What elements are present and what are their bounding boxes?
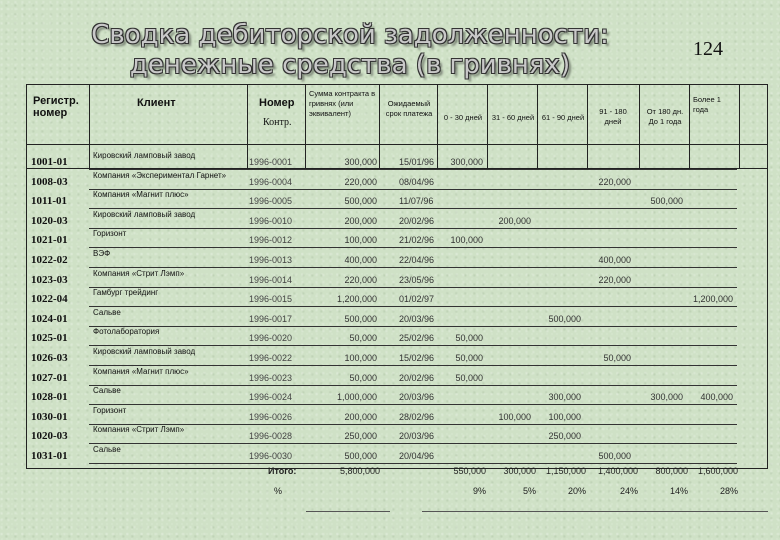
payment-date: 22/04/96 <box>399 255 435 265</box>
client-name: Сальве <box>93 307 121 317</box>
reg-number: 1026-03 <box>31 352 68 364</box>
aging-over1y: 1,200,000 <box>692 294 733 305</box>
table-row <box>27 327 767 347</box>
contract-number: 1996-0014 <box>249 274 293 285</box>
contract-number: 1996-0012 <box>249 235 293 246</box>
contract-number: 1996-0015 <box>249 294 293 305</box>
totals-31-60: 300,000 <box>503 466 536 476</box>
payment-date: 28/02/96 <box>399 411 435 422</box>
reg-number: 1030-01 <box>31 410 68 423</box>
totals-over-1y: 1,600,000 <box>697 466 738 476</box>
reg-number: 1008-03 <box>31 175 68 188</box>
contract-number: 1996-0010 <box>249 215 293 226</box>
header-number: Номер <box>259 97 295 109</box>
client-name: Кировский ламповый завод <box>93 209 196 219</box>
percent-row <box>0 486 780 502</box>
table-row <box>27 308 767 328</box>
receivables-table <box>26 84 768 469</box>
aging-b0_30: 50,000 <box>455 372 483 383</box>
reg-number: 1022-04 <box>31 293 68 306</box>
aging-b31_60: 200,000 <box>498 215 531 226</box>
table-row <box>27 347 767 367</box>
client-name: Компания «Магнит плюс» <box>93 366 189 376</box>
payment-date: 21/02/96 <box>399 235 435 246</box>
payment-date: 23/05/96 <box>399 274 435 285</box>
reg-number: 1025-01 <box>31 332 68 345</box>
title-line-2: денежные средства (в гривнях) <box>129 50 571 80</box>
header-contract: Контр. <box>263 117 292 128</box>
contract-amount: 100,000 <box>344 235 377 246</box>
header-31-60: 31 - 60 дней <box>491 113 535 122</box>
payment-date: 25/02/96 <box>399 333 435 344</box>
contract-number: 1996-0020 <box>249 333 293 344</box>
contract-amount: 500,000 <box>344 196 377 207</box>
payment-date: 20/02/96 <box>399 215 435 226</box>
aging-b91_180: 50,000 <box>603 353 631 363</box>
totals-label: Итого: <box>268 466 297 476</box>
aging-b0_30: 300,000 <box>450 157 483 167</box>
contract-number: 1996-0030 <box>249 451 293 461</box>
header-61-90: 61 - 90 дней <box>541 113 585 122</box>
contract-number: 1996-0017 <box>249 313 293 324</box>
contract-amount: 250,000 <box>344 431 377 442</box>
aging-b91_180: 400,000 <box>598 255 631 265</box>
aging-over1y: 400,000 <box>700 392 733 403</box>
totals-0-30: 550,000 <box>453 466 486 476</box>
contract-number: 1996-0028 <box>249 431 293 442</box>
header-expected: Ожидаемый срок платежа <box>385 99 433 118</box>
table-row <box>27 229 767 249</box>
slide-title <box>60 20 640 80</box>
contract-amount: 50,000 <box>349 372 377 383</box>
payment-date: 20/03/96 <box>399 431 435 442</box>
title-line-1: Сводка дебиторской задолженности: <box>91 20 609 50</box>
contract-amount: 50,000 <box>349 333 377 344</box>
client-name: Гамбург трейдинг <box>93 288 159 298</box>
client-name: Компания «Стрит Лэмп» <box>93 425 185 435</box>
totals-underline <box>306 511 390 512</box>
contract-number: 1996-0004 <box>249 176 293 187</box>
client-name: Кировский ламповый завод <box>93 347 196 356</box>
contract-number: 1996-0001 <box>249 157 293 167</box>
contract-amount: 400,000 <box>344 255 377 265</box>
contract-number: 1996-0026 <box>249 411 293 422</box>
client-name: Кировский ламповый завод <box>93 151 196 160</box>
reg-number: 1001-01 <box>31 156 68 168</box>
percent-over-1y: 28% <box>719 486 738 496</box>
contract-number: 1996-0022 <box>249 353 293 363</box>
contract-amount: 220,000 <box>344 176 377 187</box>
reg-number: 1028-01 <box>31 391 68 404</box>
table-row <box>27 190 767 210</box>
header-reg: Регистр. номер <box>33 95 79 119</box>
table-row <box>27 386 767 406</box>
reg-number: 1011-01 <box>31 195 68 208</box>
reg-number: 1024-01 <box>31 312 68 325</box>
contract-number: 1996-0013 <box>249 255 293 265</box>
contract-amount: 500,000 <box>344 451 377 461</box>
client-name: Горизонт <box>93 229 127 239</box>
contract-number: 1996-0023 <box>249 372 293 383</box>
contract-number: 1996-0024 <box>249 392 293 403</box>
reg-number: 1023-03 <box>31 273 68 286</box>
payment-date: 08/04/96 <box>399 176 435 187</box>
reg-number: 1020-03 <box>31 214 68 227</box>
reg-number: 1027-01 <box>31 371 68 384</box>
reg-number: 1031-01 <box>31 450 68 462</box>
payment-date: 20/03/96 <box>399 392 435 403</box>
percent-label: % <box>274 486 283 496</box>
totals-91-180: 1,400,000 <box>597 466 638 476</box>
aging-b91_180: 220,000 <box>598 274 631 285</box>
table-row <box>27 171 767 191</box>
aging-b0_30: 50,000 <box>455 333 483 344</box>
aging-b61_90: 100,000 <box>548 411 581 422</box>
table-row <box>27 288 767 308</box>
header-rule <box>27 144 767 145</box>
payment-date: 20/02/96 <box>399 372 435 383</box>
header-0-30: 0 - 30 дней <box>443 113 483 122</box>
payment-date: 15/02/96 <box>399 353 435 363</box>
reg-number: 1020-03 <box>31 430 68 443</box>
payment-date: 20/04/96 <box>399 451 435 461</box>
header-over-1y: Более 1 года <box>693 95 721 114</box>
contract-amount: 200,000 <box>344 215 377 226</box>
totals-row <box>0 466 780 486</box>
header-180-1y: От 180 дн. До 1 года <box>646 107 684 126</box>
payment-date: 15/01/96 <box>399 157 435 167</box>
table-row <box>27 249 767 269</box>
contract-amount: 100,000 <box>344 353 377 363</box>
table-row <box>27 406 767 426</box>
table-row <box>27 151 767 171</box>
page-number: 124 <box>693 38 723 60</box>
table-row <box>27 445 767 465</box>
contract-amount: 300,000 <box>344 157 377 167</box>
payment-date: 20/03/96 <box>399 313 435 324</box>
payment-date: 01/02/97 <box>399 294 435 305</box>
percent-61-90: 20% <box>567 486 586 496</box>
aging-b0_30: 100,000 <box>450 235 483 246</box>
client-name: Сальве <box>93 386 121 396</box>
header-91-180: 91 - 180 дней <box>599 107 627 126</box>
contract-amount: 500,000 <box>344 313 377 324</box>
totals-180-1y: 800,000 <box>655 466 688 476</box>
contract-amount: 220,000 <box>344 274 377 285</box>
aging-b31_60: 100,000 <box>498 411 531 422</box>
aging-b61_90: 300,000 <box>548 392 581 403</box>
payment-date: 11/07/96 <box>399 196 434 207</box>
totals-underline <box>422 511 768 512</box>
client-name: Фотолаборатория <box>93 327 160 337</box>
percent-31-60: 5% <box>522 486 536 496</box>
table-row <box>27 210 767 230</box>
aging-b91_180: 220,000 <box>598 176 631 187</box>
table-row <box>27 425 767 445</box>
aging-b180_1y: 500,000 <box>650 196 683 207</box>
row-rule <box>89 463 737 464</box>
table-row <box>27 367 767 387</box>
percent-180-1y: 14% <box>669 486 688 496</box>
totals-amount: 5,800,000 <box>339 466 380 476</box>
client-name: Горизонт <box>93 405 127 415</box>
aging-b0_30: 50,000 <box>455 353 483 363</box>
reg-number: 1021-01 <box>31 234 68 247</box>
client-name: ВЭФ <box>93 249 111 258</box>
percent-0-30: 9% <box>472 486 486 496</box>
aging-b61_90: 250,000 <box>548 431 581 442</box>
percent-91-180: 24% <box>619 486 638 496</box>
client-name: Компания «Магнит плюс» <box>93 190 189 200</box>
header-sum: Сумма контракта в гривнях (или эквивалент) <box>309 89 376 118</box>
aging-b91_180: 500,000 <box>598 451 631 461</box>
totals-61-90: 1,150,000 <box>545 466 586 476</box>
header-client: Клиент <box>137 97 176 109</box>
table-row <box>27 269 767 289</box>
contract-amount: 1,000,000 <box>336 392 377 403</box>
contract-number: 1996-0005 <box>249 196 293 207</box>
contract-amount: 1,200,000 <box>336 294 377 305</box>
client-name: Компания «Экспериментал Гарнет» <box>93 170 227 180</box>
contract-amount: 200,000 <box>344 411 377 422</box>
aging-b180_1y: 300,000 <box>650 392 683 403</box>
client-name: Сальве <box>93 445 121 454</box>
aging-b61_90: 500,000 <box>548 313 581 324</box>
client-name: Компания «Стрит Лэмп» <box>93 268 185 278</box>
reg-number: 1022-02 <box>31 254 68 266</box>
